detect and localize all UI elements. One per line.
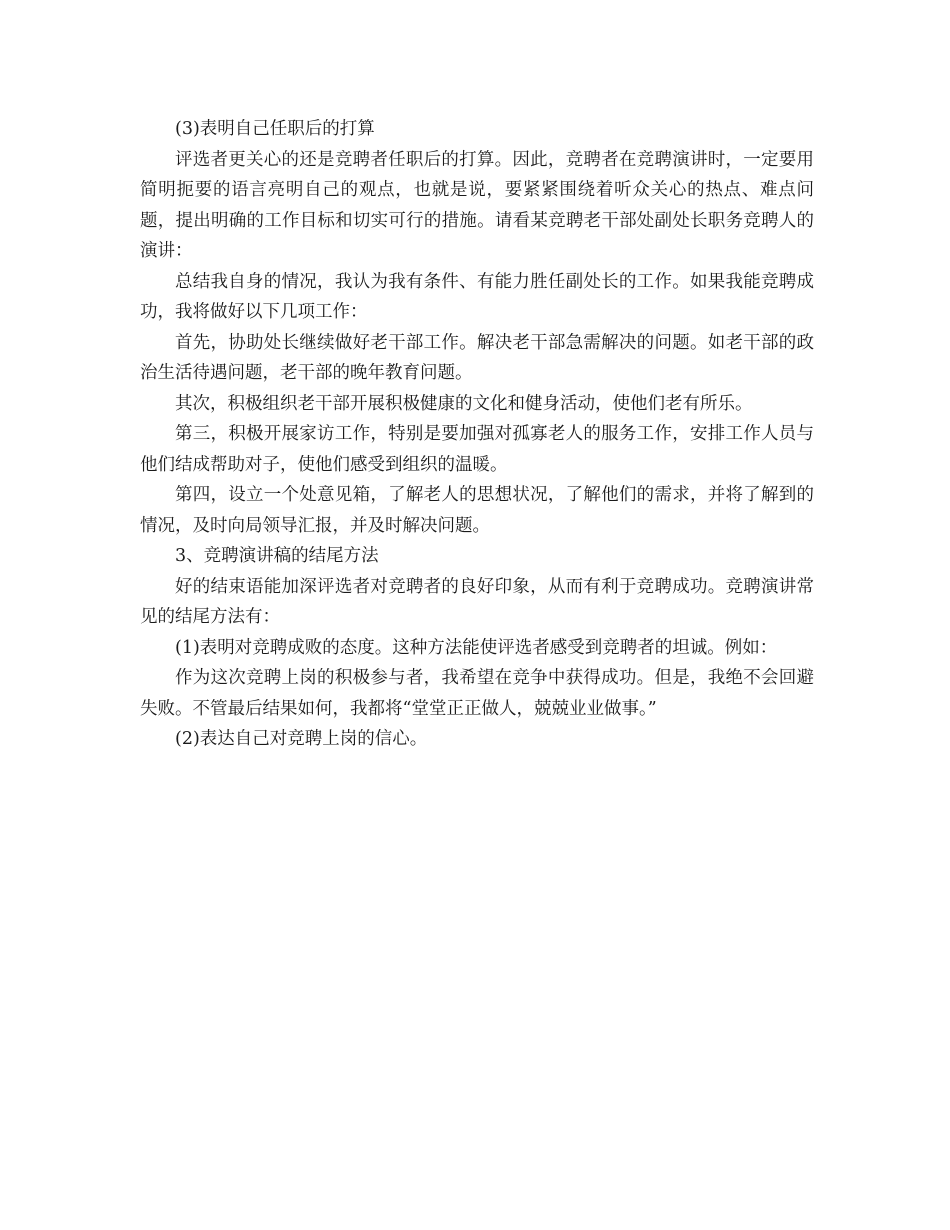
subheading-express-confidence: (2)表达自己对竞聘上岗的信心。 (175, 729, 428, 749)
subheading-plan-after-appointment: (3)表明自己任职后的打算 (175, 119, 375, 139)
document-body (140, 114, 814, 755)
paragraph-text: 首先，协助处长继续做好老干部工作。解决老干部急需解决的问题。如老干部的政治生活待遇问题，老干部的晚年教育问题。 (140, 332, 814, 383)
paragraph-text: 其次，积极组织老干部开展积极健康的文化和健身活动，使他们老有所乐。 (175, 393, 753, 414)
paragraph-text: 第四，设立一个处意见箱，了解老人的思想状况，了解他们的需求，并将了解到的情况，及时向局领导汇报，并及时解决问题。 (140, 485, 814, 536)
paragraph-text: 好的结束语能加深评选者对竞聘者的良好印象，从而有利于竞聘成功。竞聘演讲常见的结尾方法有： (140, 576, 814, 627)
paragraph-text: (1)表明对竞聘成败的态度。这种方法能使评选者感受到竞聘者的坦诚。例如： (175, 637, 778, 658)
paragraph-text: 评选者更关心的还是竞聘者任职后的打算。因此，竞聘者在竞聘演讲时，一定要用简明扼要的语言亮明自己的观点，也就是说，要紧紧围绕着听众关心的热点、难点问题，提出明确的工作目标和切实可行的措施。请看某竞聘老干部处副处长职务竞聘人的演讲： (140, 149, 814, 261)
paragraph-text: 作为这次竞聘上岗的积极参与者，我希望在竞争中获得成功。但是，我绝不会回避失败。不管最后结果如何，我都将“堂堂正正做人，兢兢业业做事。” (140, 668, 814, 719)
section-heading-ending-methods: 3、竞聘演讲稿的结尾方法 (175, 546, 379, 566)
paragraph-text: 总结我自身的情况，我认为我有条件、有能力胜任副处长的工作。如果我能竞聘成功，我将做好以下几项工作： (140, 271, 814, 322)
paragraph-text: 第三，积极开展家访工作，特别是要加强对孤寡老人的服务工作，安排工作人员与他们结成帮助对子，使他们感受到组织的温暖。 (140, 424, 814, 475)
